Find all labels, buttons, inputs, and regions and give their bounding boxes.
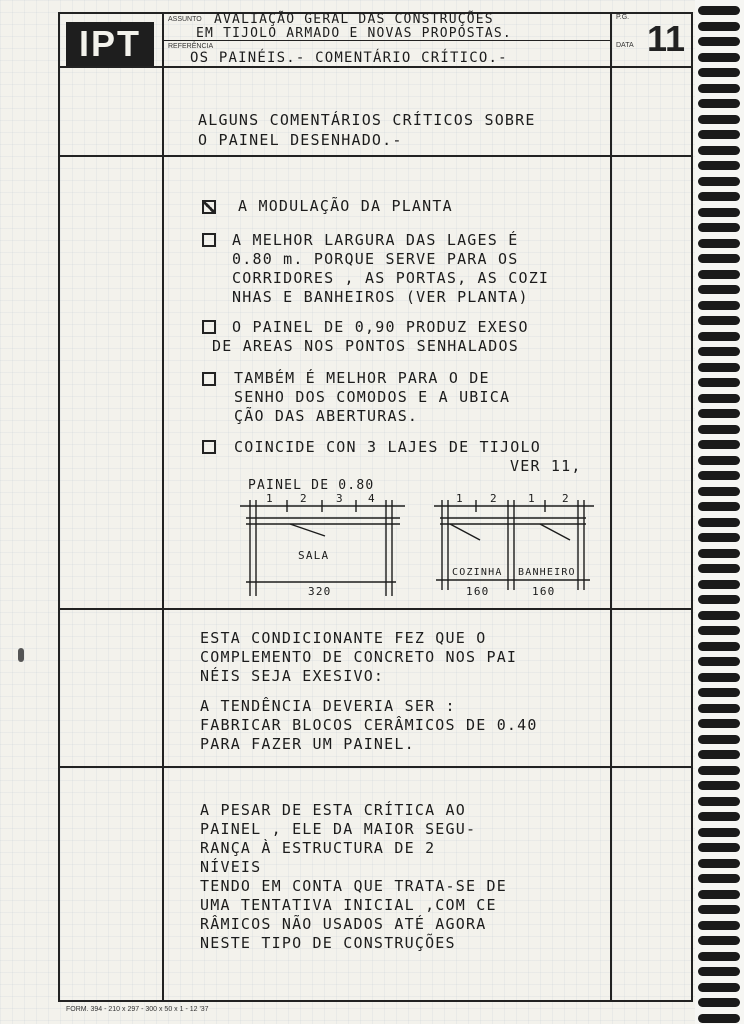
sec4-line-5: TENDO EM CONTA QUE TRATA-SE DE	[200, 877, 507, 895]
room-label-cozinha: COZINHA	[452, 567, 503, 578]
tick-left-1: 1	[266, 492, 274, 505]
assunto-line-1: AVALIAÇÃO GERAL DAS CONSTRUÇÕES	[214, 12, 494, 27]
spiral-coil	[698, 828, 740, 837]
spiral-coil	[698, 766, 740, 775]
spiral-coil	[698, 301, 740, 310]
item-3-line-1: O PAINEL DE 0,90 PRODUZ EXESO	[232, 318, 529, 336]
referencia-label: REFERÊNCIA	[168, 43, 214, 50]
room-label-banheiro: BANHEIRO	[518, 567, 576, 578]
item-5-line-2: VER 11,	[510, 457, 582, 475]
spiral-coil	[698, 347, 740, 356]
sec3-line-2: COMPLEMENTO DE CONCRETO NOS PAI	[200, 648, 518, 666]
spiral-coil	[698, 177, 740, 186]
spiral-coil	[698, 735, 740, 744]
sec3-line-4: A TENDÊNCIA DEVERIA SER :	[200, 697, 456, 715]
data-label: DATA	[616, 42, 634, 49]
spiral-coil	[698, 797, 740, 806]
spiral-coil	[698, 564, 740, 573]
spiral-coil	[698, 456, 740, 465]
spiral-coil	[698, 936, 740, 945]
sec4-line-1: A PESAR DE ESTA CRÍTICA AO	[200, 801, 466, 819]
page-number: 11	[646, 18, 686, 59]
sec4-line-7: RÂMICOS NÃO USADOS ATÉ AGORA	[200, 915, 487, 933]
spiral-coil	[698, 998, 740, 1007]
spiral-coil	[698, 53, 740, 62]
spiral-coil	[698, 502, 740, 511]
assunto-line-2: EM TIJOLO ARMADO E NOVAS PROPOSTAS.	[196, 26, 512, 41]
item-4-line-1: TAMBÉM É MELHOR PARA O DE	[234, 369, 490, 387]
item-2-line-2: 0.80 m. PORQUE SERVE PARA OS	[232, 250, 519, 268]
spiral-coil	[698, 270, 740, 279]
item-1-line-1: A MODULAÇÃO DA PLANTA	[238, 197, 453, 215]
form-footer: FORM. 394 - 210 x 297 - 300 x 50 x 1 - 12 '37	[66, 1006, 209, 1013]
spiral-coil	[698, 967, 740, 976]
spiral-coil	[698, 812, 740, 821]
tick-right-4: 2	[562, 492, 570, 505]
sec3-line-6: PARA FAZER UM PAINEL.	[200, 735, 415, 753]
spiral-coil	[698, 487, 740, 496]
item-2-line-1: A MELHOR LARGURA DAS LAGES É	[232, 231, 519, 249]
spiral-coil	[698, 642, 740, 651]
spiral-coil	[698, 595, 740, 604]
spiral-coil	[698, 518, 740, 527]
spiral-coil	[698, 440, 740, 449]
sec4-line-8: NESTE TIPO DE CONSTRUÇÕES	[200, 934, 456, 952]
item-5-line-1: COINCIDE CON 3 LAJES DE TIJOLO	[234, 438, 541, 456]
ipt-logo: IPT	[66, 22, 154, 66]
spiral-coil	[698, 363, 740, 372]
spiral-coil	[698, 549, 740, 558]
spiral-coil	[698, 611, 740, 620]
spiral-coil	[698, 874, 740, 883]
spiral-coil	[698, 239, 740, 248]
tick-left-4: 4	[368, 492, 376, 505]
spiral-coil	[698, 719, 740, 728]
spiral-coil	[698, 254, 740, 263]
sec3-line-5: FABRICAR BLOCOS CERÂMICOS DE 0.40	[200, 716, 538, 734]
room-label-sala: SALA	[298, 549, 330, 562]
spiral-coil	[698, 905, 740, 914]
spiral-coil	[698, 208, 740, 217]
punch-hole	[18, 648, 24, 662]
sec4-line-3: RANÇA À ESTRUCTURA DE 2	[200, 839, 436, 857]
spiral-coil	[698, 704, 740, 713]
tick-right-2: 2	[490, 492, 498, 505]
tick-left-2: 2	[300, 492, 308, 505]
item-2-line-4: NHAS E BANHEIROS (VER PLANTA)	[232, 288, 529, 306]
item-2-line-3: CORRIDORES , AS PORTAS, AS COZI	[232, 269, 550, 287]
spiral-coil	[698, 580, 740, 589]
intro-line-1: ALGUNS COMENTÁRIOS CRÍTICOS SOBRE	[198, 111, 536, 129]
sec3-line-3: NÉIS SEJA EXESIVO:	[200, 667, 385, 685]
tick-right-3: 1	[528, 492, 536, 505]
spiral-coil	[698, 84, 740, 93]
tick-right-1: 1	[456, 492, 464, 505]
tick-left-3: 3	[336, 492, 344, 505]
spiral-coil	[698, 750, 740, 759]
spiral-coil	[698, 409, 740, 418]
spiral-coil	[698, 471, 740, 480]
sec4-line-6: UMA TENTATIVA INICIAL ,COM CE	[200, 896, 497, 914]
spiral-coil	[698, 115, 740, 124]
spiral-coil	[698, 394, 740, 403]
spiral-coil	[698, 161, 740, 170]
dim-cozinha: 160	[466, 585, 490, 598]
spiral-coil	[698, 425, 740, 434]
item-4-line-3: ÇÃO DAS ABERTURAS.	[234, 407, 419, 425]
spiral-coil	[698, 22, 740, 31]
item-4-line-2: SENHO DOS COMODOS E A UBICA	[234, 388, 511, 406]
spiral-coil	[698, 983, 740, 992]
spiral-coil	[698, 626, 740, 635]
spiral-coil	[698, 6, 740, 15]
spiral-coil	[698, 688, 740, 697]
pg-label: P.G.	[616, 14, 630, 21]
sec4-line-4: NÍVEIS	[200, 858, 262, 876]
spiral-coil	[698, 316, 740, 325]
spiral-coil	[698, 37, 740, 46]
spiral-coil	[698, 890, 740, 899]
spiral-coil	[698, 130, 740, 139]
spiral-coil	[698, 952, 740, 961]
dim-banheiro: 160	[532, 585, 556, 598]
spiral-coil	[698, 673, 740, 682]
intro-line-2: O PAINEL DESENHADO.-	[198, 131, 403, 149]
spiral-coil	[698, 285, 740, 294]
referencia-text: OS PAINÉIS.- COMENTÁRIO CRÍTICO.-	[190, 50, 508, 66]
spiral-coil	[698, 332, 740, 341]
spiral-coil	[698, 192, 740, 201]
sec4-line-2: PAINEL , ELE DA MAIOR SEGU-	[200, 820, 477, 838]
spiral-coil	[698, 533, 740, 542]
spiral-coil	[698, 921, 740, 930]
spiral-coil	[698, 68, 740, 77]
spiral-coil	[698, 99, 740, 108]
spiral-coil	[698, 223, 740, 232]
spiral-coil	[698, 378, 740, 387]
sketch-title: PAINEL DE 0.80	[248, 478, 375, 493]
spiral-coil	[698, 859, 740, 868]
spiral-coil	[698, 146, 740, 155]
item-3-line-2: DE AREAS NOS PONTOS SENHALADOS	[212, 337, 519, 355]
spiral-coil	[698, 781, 740, 790]
spiral-coil	[698, 657, 740, 666]
assunto-label: ASSUNTO	[168, 16, 202, 23]
dim-sala: 320	[308, 585, 332, 598]
sec3-line-1: ESTA CONDICIONANTE FEZ QUE O	[200, 629, 487, 647]
spiral-coil	[698, 1014, 740, 1023]
spiral-coil	[698, 843, 740, 852]
